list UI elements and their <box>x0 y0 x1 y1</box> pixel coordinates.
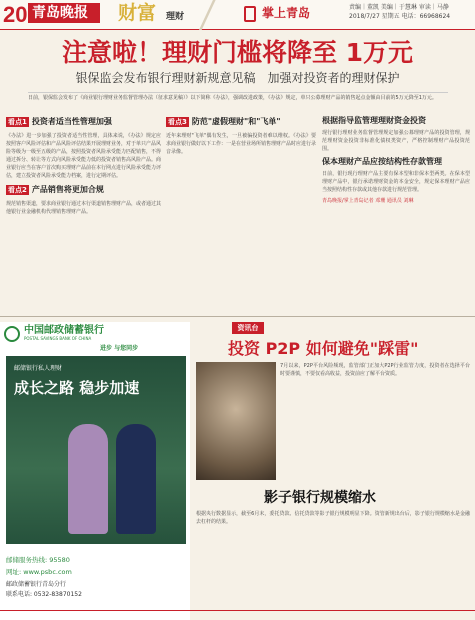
date-line: 2018/7/27 星期五 电话：66968624 <box>349 13 451 20</box>
article-column-3 <box>322 112 470 312</box>
branch-contact <box>6 580 82 600</box>
page-footer-rule <box>0 610 475 620</box>
section-heading: 看点1 投资者适当性管理加强 <box>8 117 112 126</box>
section-body: 《办法》进一步加强了投资者适当性管理，具体来说，《办法》规定应按照客户风险评估和产品风险评估结果开展理财业务，对于单只产品风险等级为一级至五级的产品，按照投资者风险承受能力匹配销售，不得通过拆分、转让等方式向风险承受能力低的投资者销售高风险产品。商业银行应当在客户首次购买理财产品前在本行网点进行风险承受能力评估，建立投资者风险承受能力档案，进行定期评估。 <box>6 133 161 179</box>
bank-name-en: POSTAL SAVINGS BANK OF CHINA <box>24 336 92 341</box>
article-column-1 <box>6 112 161 312</box>
channel-title: 财富 <box>118 2 157 24</box>
section-heading: 保本理财产品应按结构性存款管理 <box>322 157 442 166</box>
section-body: 近年来理财"飞单"偶有发生，一旦被骗投资者难以维权。《办法》要求商业银行做好以下工作：一是在营业场所销售理财产品时应进行录音录像。 <box>166 133 316 155</box>
branch-name: 邮政储蓄银行青岛分行 <box>6 581 67 588</box>
photo-caption-big: 成长之路 稳步加速 <box>14 379 140 397</box>
shadow-bank-body: 根据央行数据显示，截至6月末，委托贷款、信托贷款等影子银行规模明显下降。资管新规出台后，影子银行规模缩水是金融去杠杆的结果。 <box>196 511 470 525</box>
website: 网址: www.psbc.com <box>6 568 72 576</box>
app-name: 掌上青岛 <box>262 6 311 20</box>
bank-advertisement <box>0 322 190 620</box>
dress-right <box>116 424 156 534</box>
editor-line: 责编｜董凯 美编｜于慧琳 审读｜马静 <box>349 4 449 11</box>
newspaper-name: 青岛晚报 <box>28 3 100 23</box>
category-tag: 资讯台 <box>232 322 264 334</box>
bank-slogan: 进步 与您同步 <box>100 345 139 352</box>
dress-left <box>68 424 108 534</box>
photo-caption-small: 邮储银行私人理财 <box>14 365 63 372</box>
section-heading: 看点3 防范"虚假理财"和"飞单" <box>168 117 281 126</box>
main-headline: 注意啦！理财门槛将降至 1万元 <box>61 38 414 67</box>
byline: 青岛晚报/掌上青岛记者 邓珊 通讯员 刘琳 <box>322 198 414 204</box>
decorative-slash <box>190 0 230 30</box>
page-header <box>0 0 475 30</box>
bank-logo-icon <box>4 326 20 342</box>
editor-meta <box>349 3 469 21</box>
lead-paragraph: 日前，银保监会发布了《商业银行理财业务监督管理办法（征求意见稿）》以下简称《办法》，强调改进政策，《办法》规定，单只公募理财产品的销售起点金额由目前的5万元降至1万元。 <box>28 92 448 103</box>
page-number: 20 <box>3 2 28 27</box>
channel-subtitle: 理财 <box>166 12 185 22</box>
section-heading: 根据指导监管理理财资金投资 <box>322 116 426 125</box>
section-body: 现行银行理财业务监督管理规定加强公募理财产品的投资管理，规范理财资金投资非标准化债权类资产，严格控制理财产品投资范围。 <box>322 130 470 152</box>
section-divider <box>0 316 475 317</box>
hotline: 邮储服务热线: 95580 <box>6 556 70 564</box>
bank-name: 中国邮政储蓄银行 <box>24 325 104 336</box>
shadow-bank-headline: 影子银行规模缩水 <box>264 490 376 506</box>
phone-icon <box>244 6 256 22</box>
p2p-article-body: 7月以来，P2P平台风险频现，监管部门正加大P2P行业监管力度，投资者在选择平台时要谨慎，不要仅看高收益，投资前应了解平台资质。 <box>280 363 470 377</box>
branch-phone: 联系电话: 0532-83870152 <box>6 591 82 598</box>
advertisement-contact <box>6 554 72 578</box>
section-body: 日前，银行现行理财产品主要有保本型和非保本型两类。在保本型理财产品中，银行承诺理财资金的本金安全，规定保本理财产品应当按照结构性存款或其他存款进行规范管理。 <box>322 171 470 193</box>
sub-headline: 银保监会发布银行理财新规意见稿 加强对投资者的理财保护 <box>75 71 400 85</box>
p2p-headline: 投资 P2P 如何避免"踩雷" <box>228 339 419 358</box>
advertisement-photo <box>6 356 186 544</box>
section-heading: 看点2 产品销售将更加合规 <box>8 185 104 194</box>
article-column-2 <box>166 112 316 312</box>
article-photo <box>196 362 276 480</box>
section-body: 规范销售渠道，要求商业银行通过本行渠道销售理财产品，或者通过其他银行业金融机构代理销售理财产品。 <box>6 201 161 215</box>
